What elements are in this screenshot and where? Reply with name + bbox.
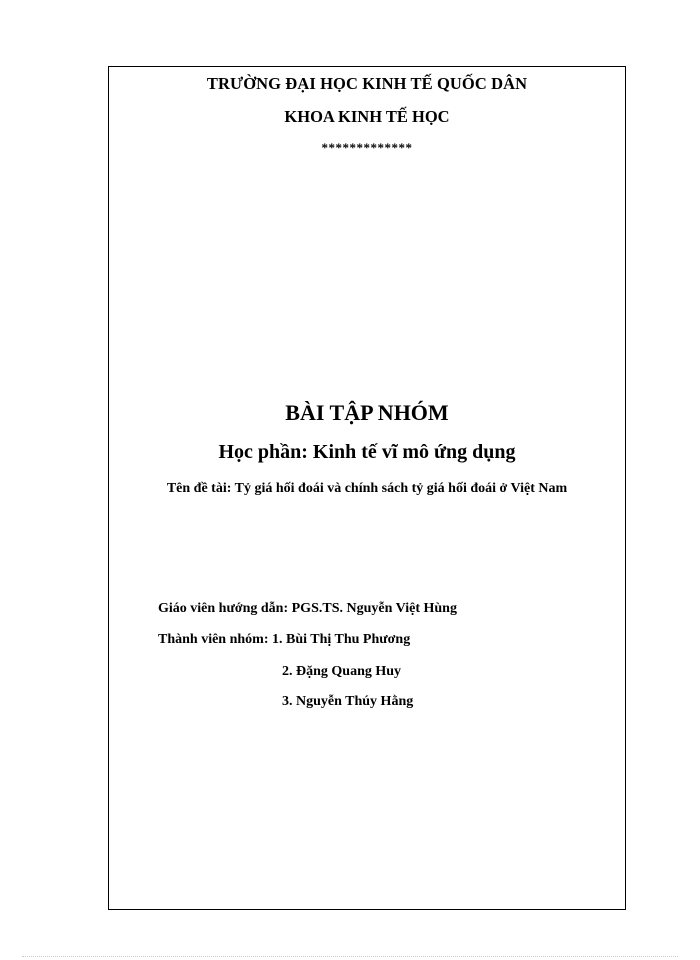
- course-name: Học phần: Kinh tế vĩ mô ứng dụng: [218, 441, 516, 463]
- advisor-line: Giáo viên hướng dẫn: PGS.TS. Nguyễn Việt Hùng: [158, 601, 457, 616]
- faculty-name: KHOA KINH TẾ HỌC: [284, 107, 450, 126]
- page-bottom-divider: [22, 956, 678, 957]
- star-divider: *************: [321, 140, 413, 155]
- topic-title: Tên đề tài: Tỷ giá hối đoái và chính sách tỷ giá hối đoái ở Việt Nam: [166, 481, 568, 496]
- member-item-2: 2. Đặng Quang Huy: [282, 664, 402, 679]
- members-line: Thành viên nhóm: 1. Bùi Thị Thu Phương: [158, 632, 411, 647]
- member-item-3: 3. Nguyễn Thúy Hằng: [282, 694, 414, 709]
- document-title: BÀI TẬP NHÓM: [285, 400, 449, 425]
- university-name: TRƯỜNG ĐẠI HỌC KINH TẾ QUỐC DÂN: [206, 74, 528, 93]
